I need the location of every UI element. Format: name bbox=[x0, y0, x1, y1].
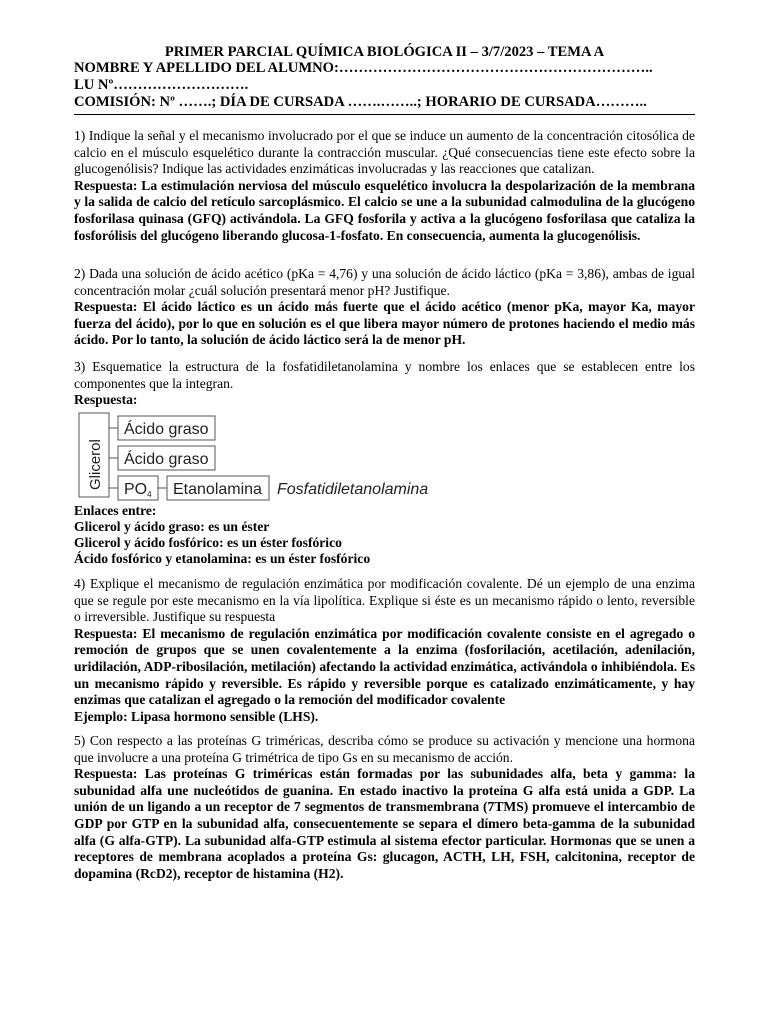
answer-4-text: Respuesta: El mecanismo de regulación enzimática por modificación covalente consiste en el agregado o remoción de grupos que se unen covalentemente a la enzima (fosforilación, acetilación, adenilación, uridilación, ADP-ribosilación, metilación) afectando la actividad enzimática, activándola o inhibiéndola. Es un mecanismo rápido y reversible. Es rápido y reversible porque es catalizado enzimáticamente, y hay enzimas que catalizan el agregado o la remoción del modificador covalente bbox=[74, 625, 695, 708]
student-name-line: NOMBRE Y APELLIDO DEL ALUMNO:……………………………………………………….. bbox=[74, 60, 653, 76]
question-4 bbox=[74, 576, 695, 725]
bond-1: Glicerol y ácido graso: es un éster bbox=[74, 519, 270, 534]
question-1-text: 1) Indique la señal y el mecanismo involucrado por el que se induce un aumento de la concentración citosólica de calcio en el músculo esquelético durante la contracción muscular. ¿Qué consecuencias tiene este efecto sobre la glucogenólisis? Indique las actividades enzimáticas involucradas y las reacciones que catalizan. bbox=[74, 128, 695, 177]
glycerol-label: Glicerol bbox=[87, 439, 104, 490]
bonds-title: Enlaces entre: bbox=[74, 503, 157, 518]
answer-3-label: Respuesta: bbox=[74, 392, 138, 408]
answer-1-text: Respuesta: La estimulación nerviosa del músculo esquelético involucra la despolarización de la membrana y la salida de calcio del retículo sarcoplásmico. El calcio se une a la subunidad calmodulina de la glucógeno fosforilasa quinasa (GFQ) activándola. La GFQ fosforila y activa a la glucógeno fosforilasa que cataliza la fosforólisis del glucógeno liberando glucosa-1-fosfato. En consecuencia, aumenta la glucogenólisis. bbox=[74, 177, 695, 243]
phosphate-label: PO bbox=[124, 481, 148, 498]
question-5 bbox=[74, 733, 695, 882]
exam-page bbox=[74, 0, 695, 1024]
phosphatidylethanolamine-diagram bbox=[78, 412, 448, 502]
question-1 bbox=[74, 128, 695, 244]
question-2 bbox=[74, 266, 695, 349]
question-2-text: 2) Dada una solución de ácido acético (pKa = 4,76) y una solución de ácido láctico (pKa = 3,86), ambas de igual concentración molar ¿cuál solución presentará menor pH? Justifique. bbox=[74, 266, 695, 298]
answer-2-text: Respuesta: El ácido láctico es un ácido más fuerte que el ácido acético (menor pKa, mayor Ka, mayor fuerza del ácido), por lo que en solución es el que libera mayor número de protones haciendo el medio más ácido. Por lo tanto, la solución de ácido láctico será la de menor pH. bbox=[74, 299, 695, 348]
lu-line: LU Nº………………………. bbox=[74, 77, 249, 93]
phosphate-subscript: 4 bbox=[147, 490, 152, 499]
exam-title: PRIMER PARCIAL QUÍMICA BIOLÓGICA II – 3/7/2023 – TEMA A bbox=[164, 44, 605, 60]
question-4-text: 4) Explique el mecanismo de regulación enzimática por modificación covalente. Dé un ejemplo de una enzima que se regule por este mecanismo en la vía lipolítica. Explique si éste es un mecanismo rápido o lento, reversible o irreversible. Justifique su respuesta bbox=[74, 576, 695, 625]
svg-text:PO4 bbox=[124, 481, 152, 499]
bond-2: Glicerol y ácido fosfórico: es un éster fosfórico bbox=[74, 535, 342, 550]
bond-3: Ácido fosfórico y etanolamina: es un éster fosfórico bbox=[74, 551, 371, 566]
answer-4-example: Ejemplo: Lipasa hormono sensible (LHS). bbox=[74, 708, 319, 724]
fatty-acid-2-label: Ácido graso bbox=[124, 451, 209, 468]
fatty-acid-1-label: Ácido graso bbox=[124, 421, 209, 438]
molecule-name: Fosfatidiletanolamina bbox=[277, 481, 429, 498]
comision-line: COMISIÓN: Nº …….; DÍA DE CURSADA …….……..; HORARIO DE CURSADA……….. bbox=[74, 94, 647, 110]
question-3-text: 3) Esquematice la estructura de la fosfatidiletanolamina y nombre los enlaces que se establecen entre los componentes que la integran. bbox=[74, 359, 695, 391]
question-5-text: 5) Con respecto a las proteínas G triméricas, describa cómo se produce su activación y mencione una hormona que involucre a una proteína G trimétrica de tipo Gs en su mecanismo de acción. bbox=[74, 733, 695, 765]
header-divider bbox=[74, 114, 695, 115]
answer-5-text: Respuesta: Las proteínas G triméricas están formadas por las subunidades alfa, beta y gamma: la subunidad alfa une nucleótidos de guanina. En estado inactivo la proteína G alfa está unida a GDP. La unión de un ligando a un receptor de 7 segmentos de transmembrana (7TMS) promueve el intercambio de GDP por GTP en la subunidad alfa, consecuentemente se separa el dímero beta-gamma de la subunidad alfa (G alfa-GTP). La subunidad alfa-GTP estimula al sistema efector particular. Hormonas que se unen a receptores de membrana acoplados a proteína Gs: glucagon, ACTH, LH, FSH, calcitonina, receptor de dopamina (RcD2), receptor de histamina (H2). bbox=[74, 766, 695, 881]
ethanolamine-label: Etanolamina bbox=[173, 481, 262, 498]
question-3 bbox=[74, 359, 695, 409]
